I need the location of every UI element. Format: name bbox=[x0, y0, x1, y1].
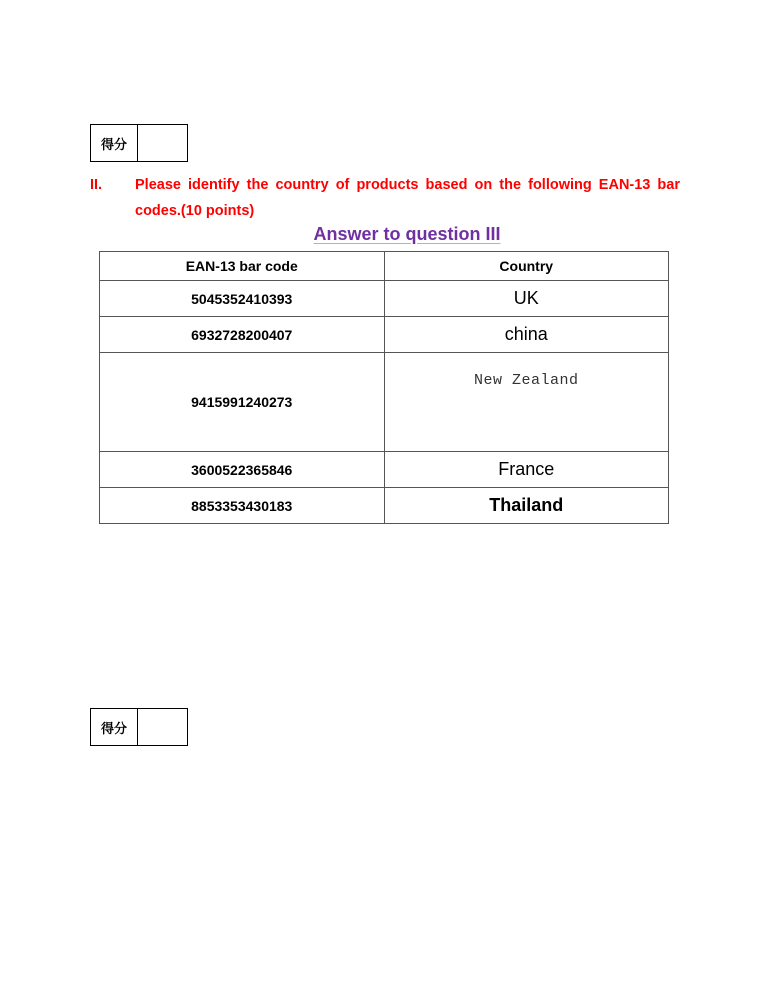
question-block bbox=[90, 172, 680, 224]
answer-title-text: Answer to question III bbox=[313, 224, 501, 244]
question-number: II. bbox=[90, 177, 103, 193]
header-country: Country bbox=[384, 252, 669, 281]
country-cell: UK bbox=[384, 281, 669, 317]
country-cell: china bbox=[384, 317, 669, 353]
question-text: Please identify the country of products based on the following EAN-13 bar codes.(10 points) bbox=[135, 177, 680, 219]
score-box bbox=[90, 708, 188, 746]
score-label: 得分 bbox=[91, 125, 138, 161]
answer-table bbox=[99, 251, 669, 524]
score-value-field[interactable] bbox=[138, 709, 187, 745]
barcode-cell: 9415991240273 bbox=[100, 353, 385, 452]
table-header-row bbox=[100, 252, 669, 281]
country-cell: France bbox=[384, 452, 669, 488]
header-barcode: EAN-13 bar code bbox=[100, 252, 385, 281]
barcode-cell: 5045352410393 bbox=[100, 281, 385, 317]
country-cell: Thailand bbox=[384, 488, 669, 524]
answer-title bbox=[0, 224, 768, 245]
table-row bbox=[100, 281, 669, 317]
barcode-cell: 3600522365846 bbox=[100, 452, 385, 488]
score-label: 得分 bbox=[91, 709, 138, 745]
table-row bbox=[100, 452, 669, 488]
table-row bbox=[100, 353, 669, 452]
table-row bbox=[100, 488, 669, 524]
score-value-field[interactable] bbox=[138, 125, 187, 161]
score-box bbox=[90, 124, 188, 162]
country-cell: New Zealand bbox=[384, 353, 669, 452]
barcode-cell: 8853353430183 bbox=[100, 488, 385, 524]
table-row bbox=[100, 317, 669, 353]
barcode-cell: 6932728200407 bbox=[100, 317, 385, 353]
